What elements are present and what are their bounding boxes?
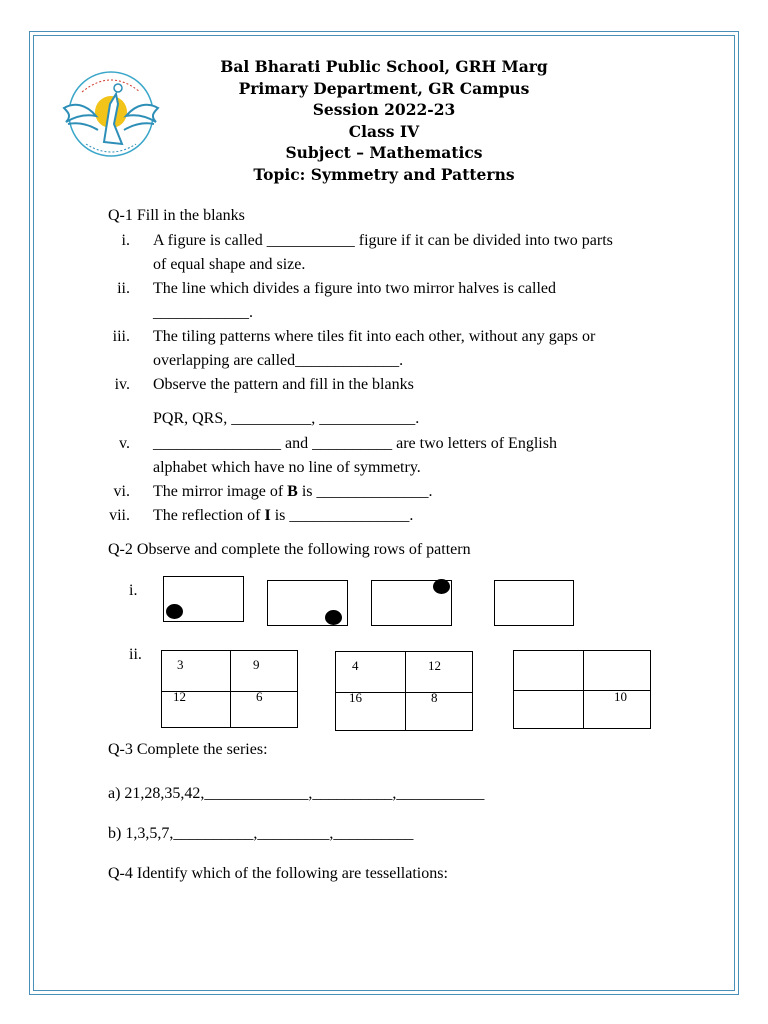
q1-item-text: ____________. [153, 304, 253, 321]
grid-cell: 12 [173, 689, 186, 704]
q1-item-number: iii. [112, 328, 130, 345]
q1-item-number: vii. [109, 507, 130, 524]
number-grid [161, 650, 298, 728]
pattern-dot [166, 604, 183, 619]
q1-item-number: vi. [113, 483, 130, 500]
subject-label: Subject – Mathematics [285, 143, 483, 162]
q1-item-number: i. [121, 232, 130, 249]
grid-cell: 8 [431, 690, 438, 705]
bold-letter: I [264, 507, 271, 524]
grid-cell: 6 [256, 689, 263, 704]
grid-divider [514, 690, 650, 691]
pattern-dot [325, 610, 342, 625]
grid-cell: 4 [352, 658, 359, 673]
text-segment: The mirror image of [153, 483, 288, 500]
text-segment: The reflection of [153, 507, 265, 524]
q1-item-text: Observe the pattern and fill in the blanks [153, 376, 414, 393]
department-name: Primary Department, GR Campus [238, 78, 530, 98]
q1-item-text [153, 482, 433, 502]
grid-divider [405, 652, 406, 730]
text-segment: is ______________. [297, 483, 433, 500]
worksheet-header [180, 56, 588, 185]
grid-cell: 9 [253, 657, 260, 672]
school-logo [52, 64, 170, 164]
session-label: Session 2022-23 [312, 100, 456, 119]
q2-row-label: i. [129, 582, 138, 599]
q1-item-number: iv. [114, 376, 130, 393]
q1-item-number: ii. [117, 280, 130, 297]
q1-item-text: PQR, QRS, __________, ____________. [153, 410, 420, 427]
number-grid [335, 651, 473, 731]
q3-title: Q-3 Complete the series: [108, 741, 268, 758]
pattern-dot [433, 579, 450, 594]
q4-title: Q-4 Identify which of the following are tessellations: [108, 865, 448, 882]
q1-item-text: overlapping are called_____________. [153, 352, 404, 369]
q2-row-label: ii. [129, 646, 142, 663]
q3-series-b: b) 1,3,5,7,__________,_________,__________ [108, 825, 414, 842]
grid-cell: 3 [177, 657, 184, 672]
grid-cell: 12 [428, 658, 441, 673]
pattern-answer-box[interactable] [494, 580, 574, 626]
school-name: Bal Bharati Public School, GRH Marg [220, 57, 548, 76]
q1-item-text: A figure is called ___________ figure if it can be divided into two parts [153, 232, 613, 249]
class-label: Class IV [348, 121, 420, 141]
q1-item-number: v. [119, 435, 130, 452]
q1-item-text [153, 506, 413, 526]
q1-item-text: The tiling patterns where tiles fit into each other, without any gaps or [153, 328, 596, 345]
q1-item-text: ________________ and __________ are two letters of English [153, 435, 557, 452]
grid-cell: 10 [614, 689, 627, 704]
number-grid-answer[interactable] [513, 650, 651, 729]
topic-label: Topic: Symmetry and Patterns [253, 164, 515, 184]
q1-item-text: alphabet which have no line of symmetry. [153, 459, 421, 476]
q1-title: Q-1 Fill in the blanks [108, 207, 245, 224]
grid-divider [230, 651, 231, 727]
q3-series-a: a) 21,28,35,42,_____________,__________,___________ [108, 785, 485, 802]
q2-title: Q-2 Observe and complete the following rows of pattern [108, 541, 471, 558]
bold-letter: B [287, 483, 298, 500]
grid-cell: 16 [349, 690, 362, 705]
text-segment: is _______________. [270, 507, 414, 524]
q1-item-text: of equal shape and size. [153, 256, 306, 273]
q1-item-text: The line which divides a figure into two mirror halves is called [153, 280, 556, 297]
